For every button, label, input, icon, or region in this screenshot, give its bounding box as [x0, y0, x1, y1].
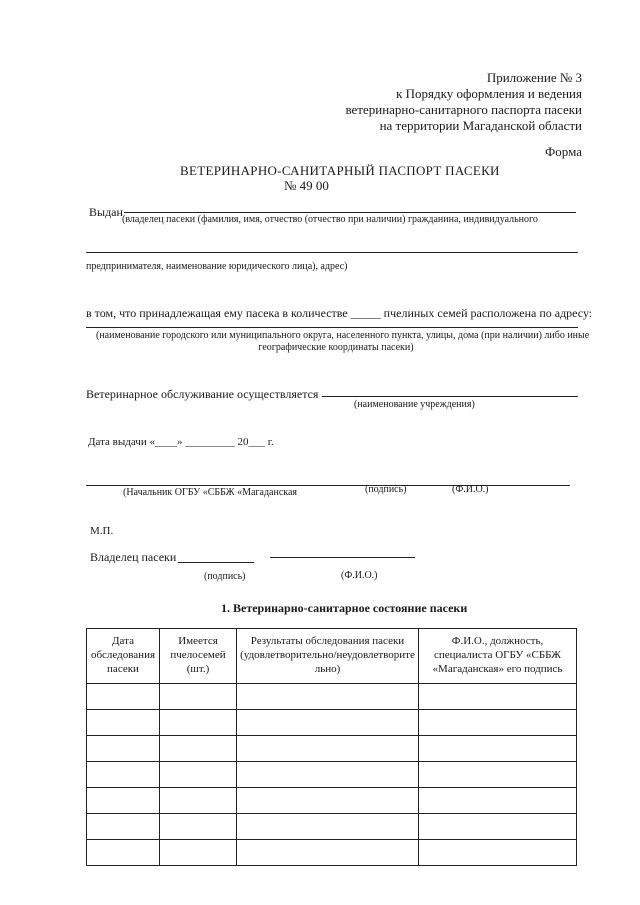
- table-cell[interactable]: [419, 736, 577, 762]
- inspection-table: [86, 628, 577, 866]
- col-header-specialist: Ф.И.О., должность, специалиста ОГБУ «СББЖ «Магаданская» его подпись: [419, 629, 577, 684]
- service-line[interactable]: [322, 396, 578, 397]
- location-hint-1: (наименование городского или муниципального округа, населенного пункта, улицы, дома (при наличии) либо иные: [96, 330, 590, 341]
- document-title: ВЕТЕРИНАРНО-САНИТАРНЫЙ ПАСПОРТ ПАСЕКИ: [180, 163, 500, 178]
- table-cell[interactable]: [237, 762, 419, 788]
- table-cell[interactable]: [237, 736, 419, 762]
- form-label: Форма: [545, 144, 582, 159]
- table-row: [87, 762, 577, 788]
- owner-fio-hint: (Ф.И.О.): [341, 570, 378, 581]
- owner-label: Владелец пасеки: [90, 550, 177, 564]
- appendix-line-4: на территории Магаданской области: [379, 118, 582, 133]
- table-row: [87, 840, 577, 866]
- table-cell[interactable]: [160, 710, 237, 736]
- appendix-line-2: к Порядку оформления и ведения: [396, 86, 582, 101]
- stamp-label: М.П.: [90, 525, 114, 537]
- table-cell[interactable]: [419, 840, 577, 866]
- table-cell[interactable]: [237, 684, 419, 710]
- table-row: [87, 788, 577, 814]
- table-row: [87, 736, 577, 762]
- chief-sign-hint: (подпись): [365, 484, 407, 495]
- table-cell[interactable]: [237, 710, 419, 736]
- table-cell[interactable]: [87, 814, 160, 840]
- owner-fio-line[interactable]: [270, 557, 415, 558]
- table-row: [87, 684, 577, 710]
- table-cell[interactable]: [87, 710, 160, 736]
- table-header-row: [87, 629, 577, 684]
- location-line[interactable]: [86, 327, 578, 328]
- table-cell[interactable]: [419, 788, 577, 814]
- table-cell[interactable]: [160, 840, 237, 866]
- table-cell[interactable]: [87, 788, 160, 814]
- table-cell[interactable]: [160, 814, 237, 840]
- chief-line[interactable]: [86, 485, 570, 486]
- issued-line[interactable]: [124, 212, 576, 213]
- table-cell[interactable]: [160, 762, 237, 788]
- table-cell[interactable]: [160, 736, 237, 762]
- section-1-title: 1. Ветеринарно-санитарное состояние пасеки: [221, 601, 468, 615]
- table-cell[interactable]: [237, 814, 419, 840]
- service-label: Ветеринарное обслуживание осуществляется: [86, 387, 319, 401]
- table-cell[interactable]: [87, 684, 160, 710]
- table-cell[interactable]: [237, 840, 419, 866]
- table-cell[interactable]: [160, 684, 237, 710]
- table-cell[interactable]: [87, 736, 160, 762]
- table-cell[interactable]: [419, 710, 577, 736]
- chief-label: (Начальник ОГБУ «СББЖ «Магаданская: [123, 487, 298, 498]
- appendix-number: Приложение № 3: [486, 70, 582, 85]
- table-row: [87, 814, 577, 840]
- table-cell[interactable]: [87, 762, 160, 788]
- owner-sign-line[interactable]: [178, 562, 254, 563]
- service-hint: (наименование учреждения): [354, 399, 475, 410]
- table-cell[interactable]: [160, 788, 237, 814]
- issued-line-2[interactable]: [86, 252, 578, 253]
- table-cell[interactable]: [87, 840, 160, 866]
- location-hint-2: географические координаты пасеки): [258, 342, 414, 353]
- issued-hint-2: предпринимателя, наименование юридического лица), адрес): [86, 261, 348, 272]
- table-cell[interactable]: [237, 788, 419, 814]
- table-row: [87, 710, 577, 736]
- col-header-results: Результаты обследования пасеки (удовлетворительно/неудовлетворите льно): [237, 629, 419, 684]
- appendix-line-3: ветеринарно-санитарного паспорта пасеки: [345, 102, 582, 117]
- table-cell[interactable]: [419, 684, 577, 710]
- col-header-date: Дата обследования пасеки: [87, 629, 160, 684]
- issued-hint-1: (владелец пасеки (фамилия, имя, отчество (отчество при наличии) гражданина, индивидуального: [122, 214, 538, 225]
- table-cell[interactable]: [419, 762, 577, 788]
- location-text: в том, что принадлежащая ему пасека в количестве _____ пчелиных семей расположена по адресу:: [86, 306, 593, 320]
- owner-sign-hint: (подпись): [204, 571, 246, 582]
- col-header-families: Имеется пчелосемей (шт.): [160, 629, 237, 684]
- issued-label: Выдан: [89, 205, 123, 219]
- table-cell[interactable]: [419, 814, 577, 840]
- chief-fio-hint: (Ф.И.О.): [452, 484, 489, 495]
- issue-date-text: Дата выдачи «____» _________ 20___ г.: [88, 436, 274, 448]
- passport-number: № 49 00: [284, 178, 329, 193]
